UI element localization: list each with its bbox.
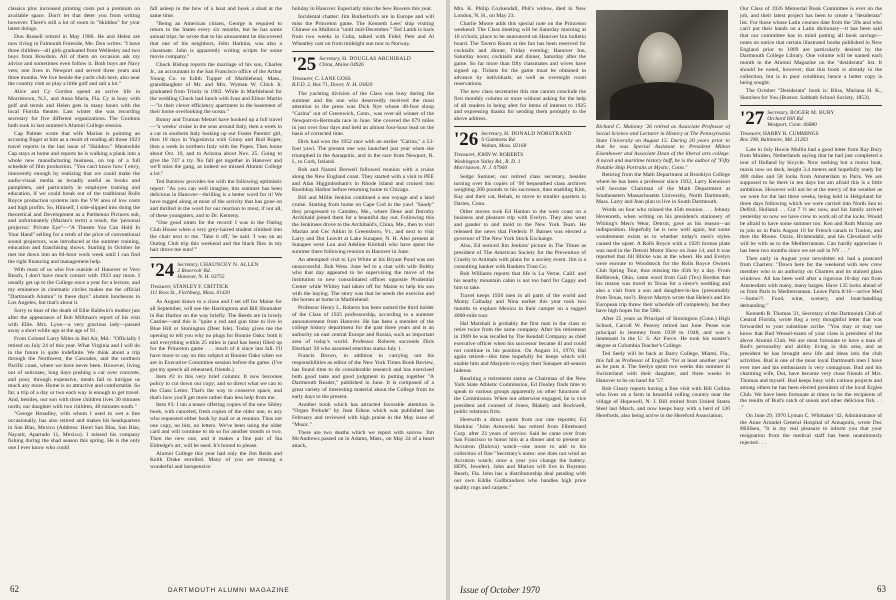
- paragraph: Reaching a retirement status as Chairman of the New York State Athletic Commission, Ed Dooley finds time to speak to various groups apparently on other functions of the Commission. When not otherwise engaged, he is vice president and counsel of Jones, Blakely and Rockwell, public relations firm.: [454, 375, 586, 416]
- paragraph: With most of us who live outside of Hanover or Vero Beach, I don't have much contact with 1923 any more. I usually get up to the College once a year for a lecture, and my eminence in cinematic circles makes me the official "Dartmouth Alumni" in these days" alumni luncheons in Los Angeles, but that's about it.: [8, 266, 140, 307]
- paragraph: Bob Williams reports that life is La Verne, Calif. and his nearby mountain cabin is not too hard for Cappy and him to take.: [454, 271, 586, 291]
- paragraph: Chuck Bishop reports the marriage of his son, Charles Jr., an accountant in the San Francisco office of the Arthur Young Co. to Edith Tupper of Marblehead, Mass., granddaughter of Mr. and Mrs. Wyman W. Chick Jr. graduated from Trinity in 1962. While in Marblehead for the wedding Chuck had lunch with Ivan and Elinor Martin—"in their clever efficiency apartment in the basement of their home overlooking the ocean.": [150, 62, 282, 116]
- paragraph: fall asleep in the bow of a boat and hook a shad at the same time.: [150, 6, 282, 19]
- portrait-shoulders: [610, 82, 714, 120]
- paragraph: From Colonel Larry Miles in Bel Air, Md.: "Officially I retired on July 24 of this year. What Virginia and I will do in the future is quite indefinite. We think about a trip through the Northwest, the Cascades, and the northern Pacific coast, where we have never been. However, living out of suitcases, long days pushing a car over concrete, and poor, through expensive, meals fail to intrigue us much any more. Home is so attractive and comfortable. So far, a trip of a day or two each way is enough to get travel. And, besides, our son with three children lives 30 minutes north; our daughter with two children, 40 minutes south.": [8, 336, 140, 410]
- class-26-heading: [454, 128, 586, 150]
- paragraph: After 25 years as Principal of Stonington (Conn.) High School, Carroll W. Peavey retired last June. Pease was principal in Jeremey from 1939 to 1948, and was a lieutenant in the U. S. Air Force. He took his master's degree at Columbia Teacher's College.: [596, 316, 730, 349]
- class-secretary: Secretary, CHAUNCEY N. ALLEN 2 Reservoir Rd. Hanover, N. H. 03755: [177, 262, 259, 281]
- class-year: '26: [454, 128, 479, 150]
- class-secretary: Secretary, H. DONALD NORSTRAND 9 Gammons Rd. Waban, Mass. 02168: [481, 130, 572, 150]
- paragraph: Our Class of 1926 Memorial Book Committee is ever on the job, and their latest project has been to create a "desiderata" list. For those whose Latin courses date from the '20s and who can't put their hands on a Latin dictionary—it has been said that our committee has in mind putting all book savings—notes on notice that certain illustrated books published in New England prior to 1869 are particularly desired by the Dartmouth College Library. One volume will be named each month in the Alumni Magazine on the "desiderata" list. It should be noted, however, that this book is already in the collection, but is in poor condition; hence a better copy is being sought.: [740, 6, 882, 87]
- left-column-1: [8, 6, 140, 566]
- photo-caption: Richard C. Maloney '26 retired as Associate Professor of Social Science and Lecturer in History at The Pennsylvania State University on August 15. During 20 years prior to that he was Special Assistant to President Milton Eisenhower and Associate Dean of the liberal arts college. A naval and maritime history buff, he is the author of "Fifty Notable Ship Portraits at Mystic, Conn.": [596, 124, 730, 171]
- paragraph: Bob Cleary reports having a fine visit with Bill Collins who lives on a farm in beautiful rolling country near the village of Hopewell, N. J. Bill retired from United States Steel last March, and now keeps busy with a herd of 120 Herefords, also being active in the Hereford Association.: [596, 385, 730, 419]
- class-divider: [292, 51, 434, 52]
- class-treasurer: Treasurer, JOHN W. ROBERTS Washington Valley Rd., R. D. 1 Morristown, N. J. 07960: [454, 152, 524, 171]
- class-secretary: Secretary, ROGER M. BURY Orchard Hill Rd. Westport, Conn. 06880: [767, 109, 835, 128]
- paragraph: There are two deaths which we report with sorrow. Jim McAndrews passed on in Adams, Mass., on May 24 of a heart attack,: [292, 429, 434, 450]
- magazine-name: DARTMOUTH ALUMNI MAGAZINE: [168, 587, 290, 594]
- paragraph: Alumni College this year had only the Jim Reids and Keith Drake enrolled. Many of you are missing a wonderful and inexpensive: [150, 450, 282, 471]
- paragraph: The new class secretaries this one cannot conclude the first monthly column or more without asking for the help of all readers in being alert for items of interest to 1925 and expressing thanks for sending them promptly to the above address.: [454, 89, 586, 122]
- paragraph: Francis Brown, in addition to carrying out his responsibilities as editor of the New York Times Book Review, has found time to do considerable research and has exercised both good taste and good judgment in putting together "A Dartmouth Reader," published in June. It is composed of a great variety of interesting material about the College from its early days to the present.: [292, 353, 434, 400]
- left-column-3: [292, 6, 434, 566]
- class-year: '25: [292, 53, 317, 75]
- paragraph: Don Russell retired in May 1966. He and Helen are now living in Falmouth Foreside, Me. Don writes: "I have three children—all girls graduated from Wellesley and two boys from Bowdoin. All of them on occasion ask my advice and sometimes even follow it. Both boys are Navy vets; one lives in Newport and served three years and three months. We live beside the yacht club here, also near the country club so play a little golf and sail a lot.": [8, 34, 140, 88]
- paragraph: Item #2 in this very brief column: It now becomes policy to cut down our copy; and so direct what we can to the Class Letter. That's the way to conserve space, and that's how you'll get more rather than less help from me.: [150, 374, 282, 401]
- paragraph: Item #3: I ran a teaser offering copies of the new Sibley book, with canceled, fresh copies of the older one, to any who requested either book by mail or at reunion. Thus not one copy, no bits, no letters. We've been using the older card and will continue to do so for another month or two. Then the new one, and it makes a fine pair of Sta Eldredge's art, will be used. It's bound to please.: [150, 402, 282, 449]
- paragraph: Bunny and Truman Metzel have hooked up a full travel—"a weeks' cruise in the seas around Italy, then a week in a car in southern Italy looking up our Foster Parents' girl, then 10 days in Yugoslavia with Ginny and Bud Roper, then a week in northern Italy with the Popes. Then home about Oct. 10, and to Arizona about Nov. 25. Going to give the 747 a try. No fall get together in Hanover and we'll miss the gang, as indeed we missed Alumni College a lot.": [150, 117, 282, 177]
- class-divider: [150, 257, 282, 258]
- issue-label: Issue of October 1970: [460, 585, 540, 595]
- paragraph: The yachting division of the Class was busy during the summer and the one who deservedly received the most attention in the press was Dick Nye whose 48-foot sloop "Carina" out of Greenwich, Conn., was over-all winner of the Newport-to-Bermuda race in June. She covered the 679 miles in just over four days and held an almost four-hour lead on the basis of corrected time.: [292, 90, 434, 138]
- class-year: '24: [150, 260, 175, 281]
- paragraph: "One good omen for the record: I was in the Outing Club House when a very grey-haired student climbed into the chair next to me. 'Take it off,' he said. 'I was on an Outing Club trip this weekend and the black flies in my hair drove me nuts!'": [150, 220, 282, 254]
- paragraph: Then early in August your newsletter ed. had a postcard from Charters: "Down here for the weekend with new crew member who is an authority on Chartres and its stained glass windows. All has been well after a rigorous 10-day run from Amsterdam with many, many barges. Have 135 locks ahead of us from Paris to Mediterranean. Leave Paris 8/16—arrive Med—Some??. Food, wine, scenery, and boat-handling demanding.": [740, 255, 882, 309]
- paragraph: Sedge Sumner, our retired class secretary, besides turning over his copies of ’06 bequeathed class archives weighing 200 pounds to his successor, then enabling Kim, Kay and their cat, Rehab, to move to smaller quarters in Darien, Conn.: [454, 173, 586, 207]
- paragraph: Bob and Naomi Borwell followed reunion with a cruise along the New England coast. They started with a visit to PEE and Alan Higginbotham's in Rhode Island and cruised into Boothbay Harbor before returning home to Chicago.: [292, 167, 434, 194]
- paragraph: Hal Marshall is probably the first man in the class to retire twice from the same company. After his retirement in 1969 he was recalled by The Kendall Company as chief executive officer when his successor became ill and could not continue in his position. On August 31, 1970, Hal again retired—this time hopefully for keeps which will enable him and Marjorie to enjoy their Sunapee all-season hideout.: [454, 320, 586, 374]
- paragraph: Alice and Cy Gordon spend an active life in Morristown, N.J., and Anna Maria, Fla. Cy is busy with golf and tennis and Helen gets in many hours with the local Florida theatre. Last winter she was recording secretary for five different organizations. The Gordons both took in last summer's Alumni College session.: [8, 89, 140, 129]
- paragraph: Herewith a direct quote from our rate reporter, Ed Haskins: "John Arnowski has retired from Fibreboard Corp. after 23 years of service. Said he came over from San Francisco to honor him at a dinner and to present an Accutron (Bulova) watch—one more to add to his collection of fine "Secretary's notes: one does not wind an Accutron watch; once a year you change the battery. HDN, Jeweler). John and Marion will live in Boynton Beach, Fla. John has a distributorship deal pending with our own Eddie Gullbrandsen who handles high price quality rugs and carpets.": [454, 417, 586, 491]
- portrait-face: [638, 32, 682, 88]
- paragraph: Cap Palmer wrote that wife Marian is pointing an accusing finger at him as a result of reading all those 1923 travel reports in the last issue of "Skiddoo." Meanwhile Cap stays at home and reports he is walking a plank into a whole new manufacturing business, on top of a full schedule of film production. "You can't know how I envy, innocently enough by realizing that we could make the audio-visual media as broadly useful as books and pamphlets, and particularly in employee training and education, if we could break out of the traditional Rolls Royce production systems into the VW area of low costs and high profits. So, Himself, I side-slipped into doing the theoretical and Development as a Parthenon Pictures sub, and unfortunately (Marian's term) a result, the 'personal projector,' Private Eye"—"A Theatre You Can Hold In Your Hand" selling for a tenth of the price of conventional sound projectors, was introduced at the summer training, education and franchising shows. Starting in October he met me down into an 84-hour work week until I can find the right financing and management help.: [8, 130, 140, 265]
- page-number-right: 63: [877, 584, 886, 594]
- paragraph: Also, Ed noticed Jim Jenkins' picture in The Times as president of The American Society for the Prevention of Cruelty to Animals with plans for a society event. Jim is a consulting banker with Bankers Trust Co.: [454, 243, 586, 270]
- right-page: [450, 0, 896, 600]
- paragraph: Retiring from the Math Department at Brooklyn College where he has been a professor since 1932, Larry Kennison will become Chairman of the Math Department at Southeastern Massachusetts University, North Dartmouth, Mass. Larry and Jean plan to live in South Dartmouth.: [596, 172, 730, 206]
- paragraph: "George Broadley, with whom I used to wet a line occasionally, has also retired and makes his headquarters in San Blas, Mexico (Address: Hotel San Blas, San Blas, Nayarit, Apartado 11, Mexico). I missed his company fishing during the shad season this spring. He is the only one I ever know who could: [8, 411, 140, 451]
- paragraph: Mrs. K. Philip Coykendall, Phil's widow, died in New London, N. H., on May 23.: [454, 6, 586, 19]
- class-year: '27: [740, 107, 765, 129]
- class-divider: [740, 105, 882, 106]
- paragraph: Words on four who missed the 45th reunion . . . Johnny Hovenreth, when writing on his president's stationery of Whiting's Men's Wear, Detroit, gave as his reason—an indisposition. Hopefully he is now well again, but some wondrement exists as to whether today's men's styles caused the upset. A Rolls Royce with a 1926 license plate was used in the Detroit Motor Show on June 14, and it was reported that Jill Blicke was at the wheel. He and Evelyn were enroute to Woodstock for the Rolls Royce Owners Club Spring Tour, thus missing the 45th by a day. From Bellbrook, Ohio, came word from Gail (Tex) Borden that his reason was travel to Texas for a niece's wedding and also a visit from a son and daughter-in-law (presumably from Texas, too?). Boyce Martyn wrote that Helen's and his European trip threw their schedule off completely, but they have high hopes for the 50th.: [596, 207, 730, 315]
- page-number-left: 62: [10, 584, 19, 594]
- right-column-2: [596, 6, 730, 566]
- paragraph: An attempted visit to Lyn White at his Bryant Pond was not unsuccessful. Bob Wess. June led to a chat with wife Bobby who that day appeared to be supervising the move of the institution to new consolidated offices opposite Prudential Center while Whitey had taken off for Maine to help his son with the haying. The story was that he needs the exercise and the horses at home in Marblehead.: [292, 256, 434, 304]
- paragraph: Travel keeps 1926 men in all parts of the world and Monty Calladay and Nina earlier this year took two months to explore Mexico in their camper on a rugged 4000-mile tour.: [454, 292, 586, 319]
- paragraph: classics plus increased printing costs put a premium on available space. Don't let that deter you from writing however. There's still a lot of room in "Skiddoo" for your latest doings.: [8, 6, 140, 33]
- class-treasurer: Treasurer, C. LANE GOSS R.F.D. 2, Box 71, Dover, N. H. 03820: [292, 75, 373, 88]
- paragraph: Ted Seely will be back at Barry College, Miami, Fla., this fall as Professor of English "for at least another year" as he puts it. The Seelys spent two weeks this summer in Switzerland with their daughter, and three weeks in Hanover to be on hand for '57.: [596, 350, 730, 384]
- paragraph: holiday in Hanover. Especially miss the Sew Bowers this year.: [292, 6, 432, 12]
- paragraph: Ted Barstow provides me with the following optimistic report: "As you can well imagine, this summer has been delicious in Hanover—thrilling is a better word for it! We have tugged along at most of the activity that has gone on and thrilled in the word for our reaction to most, if not all, of these youngsters, and to Dr. Kemeny.: [150, 178, 282, 219]
- paragraph: Incidental chatter: Jim Rutherford's are in Europe and will miss the Princeton game. The Kenneth Lees' ship visiting Chinese on Mallorca "until mid-December." Ted Lamb is back from two weeks in Cuba, talked with Fidel; Pete and Al Wheatley cast on from midnight sun tour to Norway.: [292, 13, 434, 47]
- right-column-1: [454, 6, 586, 566]
- paragraph: Professor Henry L. Roberts has been named the third holder of the Class of 1925 professorship, according to a summer announcement from Hanover. He has been a member of the college history department for the past three years and is an authority on east central Europe and Russia, such as important area of today's world. Professor Roberts succeeds Dick Eberhart '26 who assumed emeritus status July 1.: [292, 305, 434, 352]
- class-24-heading: [150, 262, 282, 281]
- paragraph: On June 29, 1970 Lyman C. Whittaker '42, Administrator of the Anne Arundel General Hospital of Annapolis, wrote Doc Milliken, "It is my real pleasure to inform you that your resignation from the medical staff has been unanimously rejected . . .: [740, 412, 882, 446]
- paragraph: The October "Desiderata" book is: Bliss, Mariana H. K., Sketches for You (Boston: Sabbath School Society, 1853).: [740, 88, 882, 101]
- class-secretary: Secretary, H. DOUGLAS ARCHIBALD China, Maine 04926: [319, 55, 411, 68]
- class-treasurer: Treasurer, HARRY R. CUMMINGS Box 298, Baltimore, Md. 21203: [740, 131, 819, 144]
- left-column-2: [150, 6, 282, 566]
- paragraph: Other moves took Ed Hanlon to the west coast on a business and pleasure trip with Evelyn. They also went and gander to and mold to the New York Team. He released the news that Frederic P. Barnes was elected a governor of The New York Stock Exchange.: [454, 208, 586, 242]
- class-27-heading: [740, 107, 882, 129]
- paragraph: "Being an American citizen, George is required to return to the States every six months, but he has some annual trips; he wrote that to his amusement he discovered that one of his neighbors, John Harkins, was also a classmate. John is apparently writing scripts for some movie company.": [150, 20, 282, 61]
- left-page: [0, 0, 446, 600]
- class-treasurer: Treasurer, STANLEY F. CRITTICK 111 Ross St., Fitchburg, Mass. 01420: [150, 283, 231, 296]
- paragraph: Bill and Millie Jenkins combined a sea voyage and a land cruise. Starting from home on Cape Cod in the yawl "Sandy" they progressed to Camden, Me., where Dene and Dorothy Archibald joined them for a beautiful day out. Following this the Jenkinses drove to the Archibald's, China, Me., then to visit Marian and Cec Aitkin in Greensboro, Vt., and next to visit Larry and Dot Leavitt at Lake Sunapee, N. H. Also present at Sunapee were Lou and Adeline Kimball who have spent the summer there following reunion in Hanover in June.: [292, 195, 434, 256]
- paragraph: As August draws to a close and I set off for Maine for all September, will see the Harringtons and Bill Shumaker in Bar Harbor on the way briefly. The Reeds are in lovely Castine—and this is "quite a rod and gun time to live in Blue Hill or Stonington (Deer Isle). Today gives me the opening to tell you why no plugs for Bonnie Oaks: both it and everything within 25 miles is (and has been) filled up for the Princeton game . . . much of it since last fall. I'll have more to say on this subject at Bonnie Oaks when we are in Executive Committee session before the game. (I've got my speech all rehearsed, friends.): [150, 299, 282, 373]
- paragraph: Late in July Howie Mullin had a good letter from Ray Bury from Muiden, Netherlands saying that he had just completed a tour of Holland by bicycle. Now nothing but a motor boat, maxis now on deck, height 3.4 meters and hopefully ready for 400 miles and 58 locks from Amsterdam to Paris. We are supposed to be there in ten days but am afraid this is a little ambitious. However will not be at the mercy of the weather as we were for the last three weeks, being held in Helgoland for three days following which we were carried into North Sea to Delfzil, Holland. . . Cut 7 ½ sec now, and his family arrived yesterday so now we have crew to work all of the locks. Would be afraid to have some summer too. Ken and Ruth Murray are to join us in Paris August 16 for French canals to Toulon, and then the Rhone. Ozzie, Hvistendahl, and his Cleveland wife will be with us to the Mediterranean. Can hardly appreciate it has been two months since we set sail in NY . . .": [740, 146, 882, 254]
- class-25-heading: [292, 53, 434, 75]
- paragraph: Another book which has attracted favorable attention is "Organ Prelude" by Jean Edson which was published last February and reviewed with high praise in the May issue of "Music.": [292, 401, 434, 428]
- paragraph: Charlie Moore adds this special note on the Princeton weekend: The Class meeting will be Saturday morning at 10 o'clock; place to be announced on Hanover Inn bulletin board. The Tavern Room at the Inn has been reserved for cocktails and dinner, Friday evening; Hanover Inn, Saturday noon; cocktails and dinner, Saturday after the game. So far more than fifty classmates and wives have signed up. Tickets for the game must be obtained in advance by individuals; as well as overnight room reservations.: [454, 20, 586, 88]
- paragraph: Dick had won the 1952 race with an earlier "Carina," a 53-foot yawl. The present one was launched just year when she triumphed in the Annapolis, and in the race from Newport, R. I., to Cork, Ireland.: [292, 139, 434, 166]
- class-divider: [454, 126, 586, 127]
- portrait-photo: [596, 10, 728, 120]
- paragraph: Kenneth R. Thomas '21, Secretary of the Dartmouth Club of Central Florida, wrote Reg a very thoughtful letter that was forwarded to your substitute scribe. "You may or may not know that Bud Wessel-mann of your class is president of the above Alumni Club. We are most fortunate to have a man of Bud's personality and ability living in this area, and as president he has brought new life and ideas into the club activities. Bud is one of the most loyal Dartmouth men I have ever met and his enthusiasm is very contagious. Bud and his charming wife, Dot, have become very close friends of Mrs. Thomas and myself. Bud keeps busy with various projects and among others he has been elected president of the local Ecgles Club. We have been fortunate at times to be the recipients of the results of Bud's catch of snook and other delicious fish. . . .": [740, 310, 882, 412]
- right-column-3: [740, 6, 882, 566]
- paragraph: Sorry to hear of the death of Ellie Baldwin's mother just after the appearance of Bob Millman's report of his visit with Ellie. Mrs. Lyon—a very gracious lady—passed away a short while ago at the age of 91.: [8, 308, 140, 335]
